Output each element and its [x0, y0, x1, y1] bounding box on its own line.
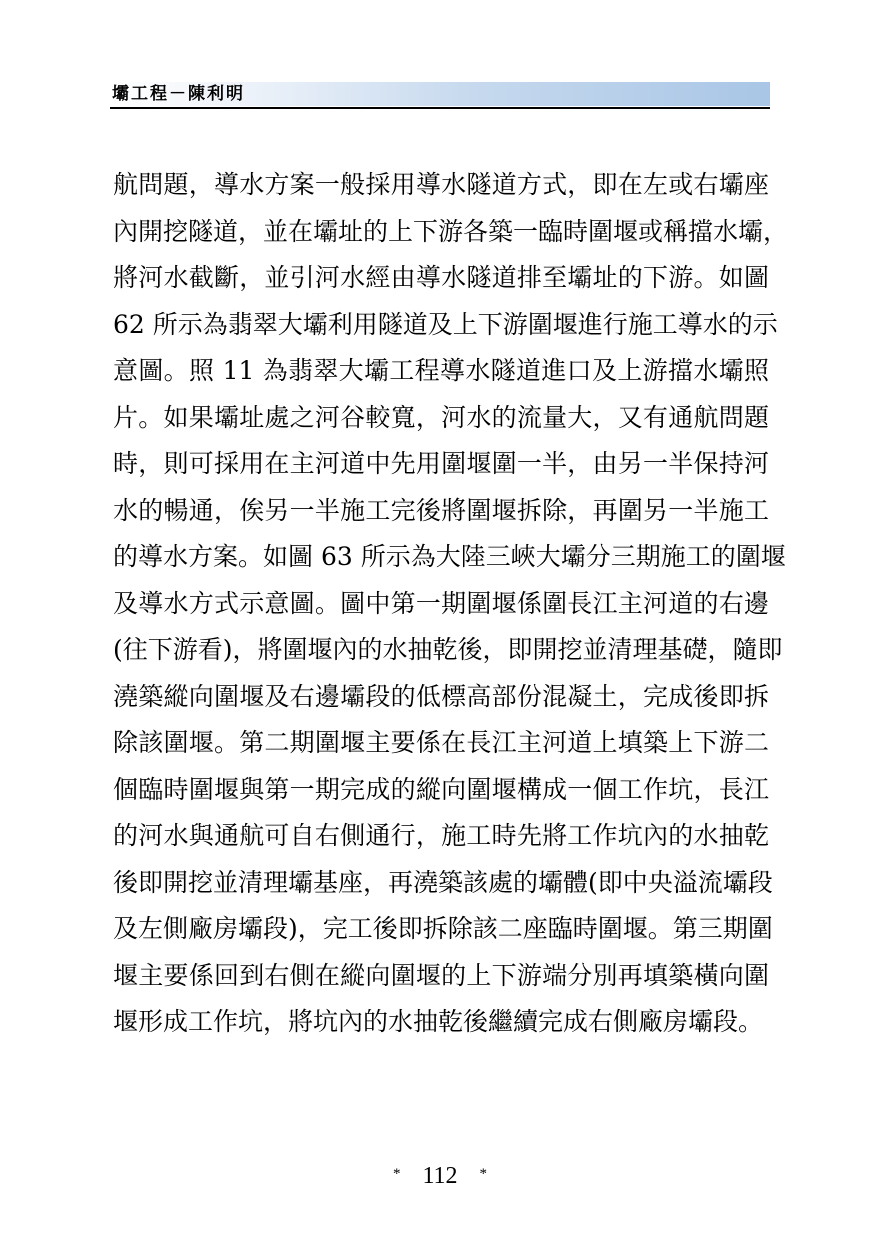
text-line-last: 堰形成工作坑，將坑內的水抽乾後繼續完成右側廠房壩段。 — [113, 1007, 764, 1036]
text-line: 將河水截斷，並引河水經由導水隧道排至壩址的下游。如圖 — [113, 263, 769, 292]
text-line: 及導水方式示意圖。圖中第一期圍堰係圍長江主河道的右邊 — [113, 588, 769, 618]
body-text — [113, 162, 789, 1046]
text-line: 除該圍堰。第二期圍堰主要係在長江主河道上填築上下游二 — [113, 728, 769, 757]
text-line: 個臨時圍堰與第一期完成的縱向圍堰構成一個工作坑，長江 — [113, 774, 769, 804]
text-line: 片。如果壩址處之河谷較寬，河水的流量大，又有通航問題 — [113, 402, 769, 432]
page-footer — [0, 1158, 880, 1192]
text-line: 意圖。照 11 為翡翠大壩工程導水隧道進口及上游擋水壩照 — [113, 356, 769, 385]
text-line: 堰主要係回到右側在縱向圍堰的上下游端分別再填築橫向圍 — [113, 960, 769, 990]
text-line: (往下游看)，將圍堰內的水抽乾後，即開挖並清理基礎，隨即 — [113, 635, 783, 664]
text-line: 水的暢通，俟另一半施工完後將圍堰拆除，再圍另一半施工 — [113, 495, 769, 525]
text-line: 62 所示為翡翠大壩利用隧道及上下游圍堰進行施工導水的示 — [113, 309, 778, 339]
text-line: 時，則可採用在主河道中先用圍堰圍一半，由另一半保持河 — [113, 449, 769, 478]
footer-star-right: * — [479, 1166, 488, 1182]
text-line: 後即開挖並清理壩基座，再澆築該處的壩體(即中央溢流壩段 — [113, 867, 773, 897]
text-line: 內開挖隧道，並在壩址的上下游各築一臨時圍堰或稱擋水壩， — [113, 216, 789, 246]
text-line: 澆築縱向圍堰及右邊壩段的低標高部份混凝土，完成後即拆 — [113, 681, 769, 711]
page-number: 112 — [422, 1163, 458, 1189]
text-line: 的導水方案。如圖 63 所示為大陸三峽大壩分三期施工的圍堰 — [113, 542, 786, 571]
text-line: 及左側廠房壩段)，完工後即拆除該二座臨時圍堰。第三期圍 — [113, 914, 773, 943]
text-line: 的河水與通航可自右側通行，施工時先將工作坑內的水抽乾 — [113, 821, 769, 850]
footer-star-left: * — [392, 1166, 401, 1182]
running-header-title: 壩工程－陳利明 — [112, 84, 245, 104]
header-rule — [110, 107, 770, 109]
text-line: 航問題，導水方案一般採用導水隧道方式，即在左或右壩座 — [113, 170, 769, 199]
